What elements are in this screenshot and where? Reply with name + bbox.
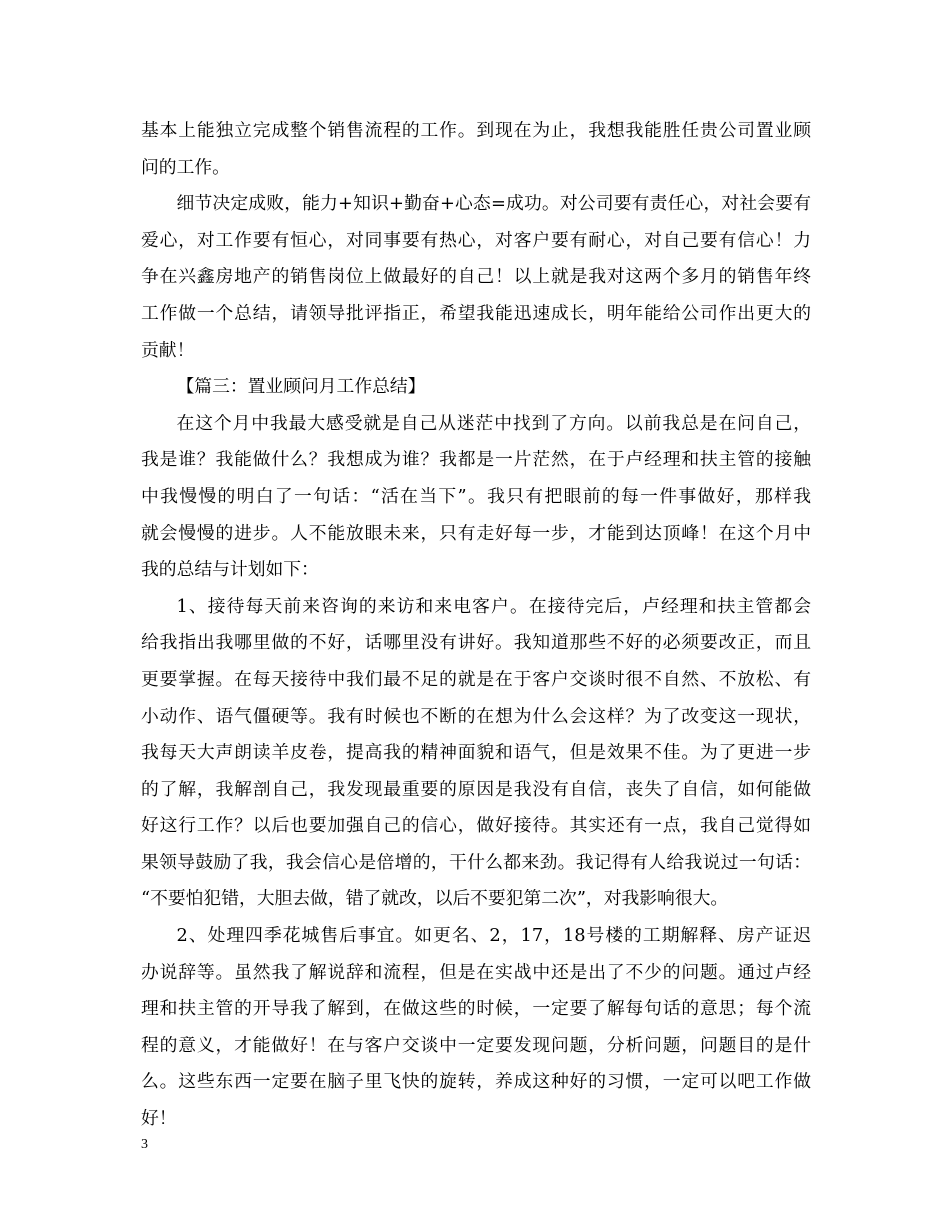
text-line: 就会慢慢的进步。人不能放眼未来，只有走好每一步，才能到达顶峰！在这个月中 xyxy=(141,522,811,544)
section-heading xyxy=(141,369,811,406)
text-line: 问的工作。 xyxy=(141,156,230,178)
text-line: 工作做一个总结，请领导批评指正，希望我能迅速成长，明年能给公司作出更大的 xyxy=(141,302,811,324)
text-line: 理和扶主管的开导我了解到，在做这些的时候，一定要了解每句话的意思；每个流 xyxy=(141,998,811,1020)
text-line: 我是谁？我能做什么？我想成为谁？我都是一片茫然，在于卢经理和扶主管的接触 xyxy=(141,449,811,471)
text-line: 我每天大声朗读羊皮卷，提高我的精神面貌和语气，但是效果不佳。为了更进一步 xyxy=(141,742,811,764)
text-line: 贡献！ xyxy=(141,339,195,361)
document-body xyxy=(141,113,811,1138)
page-number: 3 xyxy=(141,1137,148,1152)
text-line: 2、处理四季花城售后事宜。如更名、2，17，18号楼的工期解释、房产证迟 xyxy=(176,925,811,947)
text-line: 爱心，对工作要有恒心，对同事要有热心，对客户要有耐心，对自己要有信心！力 xyxy=(141,229,811,251)
text-line: 争在兴鑫房地产的销售岗位上做最好的自己！以上就是我对这两个多月的销售年终 xyxy=(141,266,811,288)
text-line: 更要掌握。在每天接待中我们最不足的就是在于客户交谈时很不自然、不放松、有 xyxy=(141,668,811,690)
text-line: 程的意义，才能做好！在与客户交谈中一定要发现问题，分析问题，问题目的是什 xyxy=(141,1034,811,1056)
text-line: 的了解，我解剖自己，我发现最重要的原因是我没有自信，丧失了自信，如何能做 xyxy=(141,778,811,800)
paragraph xyxy=(141,113,811,186)
text-line: 小动作、语气僵硬等。我有时候也不断的在想为什么会这样？为了改变这一现状， xyxy=(141,705,811,727)
paragraph xyxy=(141,589,811,918)
paragraph xyxy=(141,406,811,589)
text-line: 么。这些东西一定要在脑子里飞快的旋转，养成这种好的习惯，一定可以吧工作做 xyxy=(141,1071,811,1093)
text-line: 1、接待每天前来咨询的来访和来电客户。在接待完后，卢经理和扶主管都会 xyxy=(176,595,811,617)
text-line: 果领导鼓励了我，我会信心是倍增的，干什么都来劲。我记得有人给我说过一句话： xyxy=(141,851,811,873)
text-line: 在这个月中我最大感受就是自己从迷茫中找到了方向。以前我总是在问自己， xyxy=(176,412,811,434)
text-line: 中我慢慢的明白了一句话：“活在当下”。我只有把眼前的每一件事做好，那样我 xyxy=(141,485,811,507)
text-line: 办说辞等。虽然我了解说辞和流程，但是在实战中还是出了不少的问题。通过卢经 xyxy=(141,961,811,983)
text-line: 好这行工作？以后也要加强自己的信心，做好接待。其实还有一点，我自己觉得如 xyxy=(141,815,811,837)
text-line: 【篇三：置业顾问月工作总结】 xyxy=(176,376,426,398)
paragraph xyxy=(141,186,811,369)
text-line: 给我指出我哪里做的不好，话哪里没有讲好。我知道那些不好的必须要改正，而且 xyxy=(141,632,811,654)
text-line: 基本上能独立完成整个销售流程的工作。到现在为止，我想我能胜任贵公司置业顾 xyxy=(141,120,811,141)
text-line: “不要怕犯错，大胆去做，错了就改，以后不要犯第二次”，对我影响很大。 xyxy=(141,888,729,910)
text-line: 我的总结与计划如下： xyxy=(141,559,319,581)
paragraph xyxy=(141,918,811,1138)
text-line: 好！ xyxy=(141,1108,177,1130)
text-line: 细节决定成败，能力+知识+勤奋+心态=成功。对公司要有责任心，对社会要有 xyxy=(176,193,811,215)
